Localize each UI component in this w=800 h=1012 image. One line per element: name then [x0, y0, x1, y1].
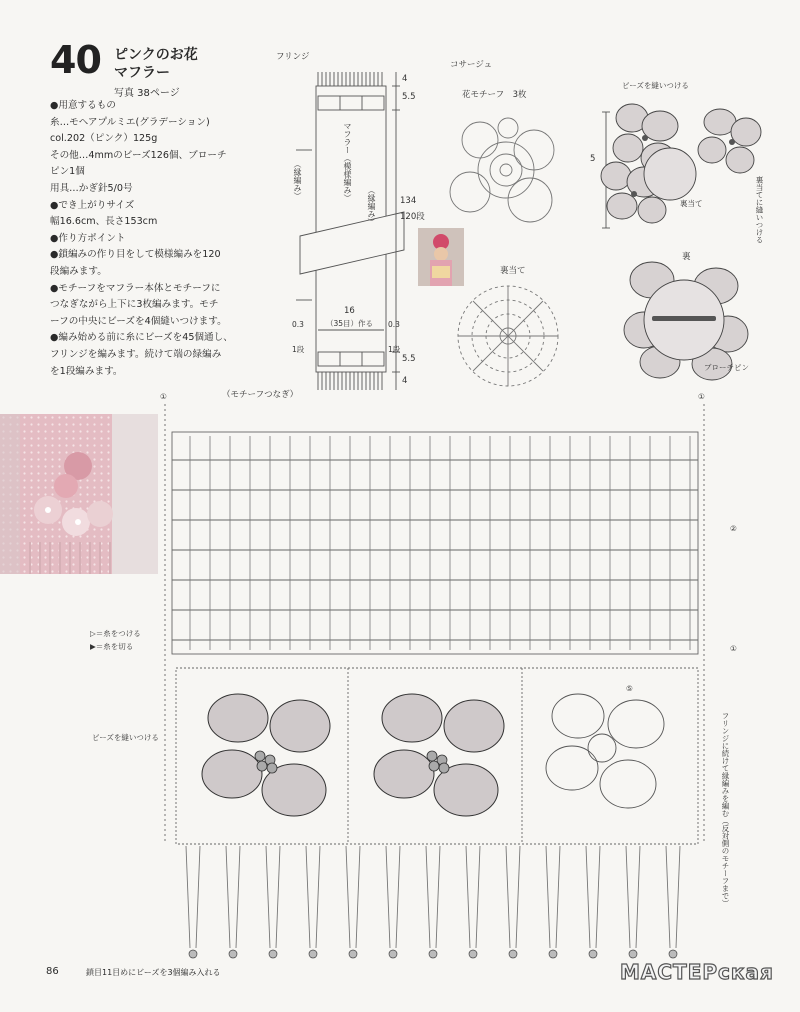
instruction-line: ピン1個	[50, 166, 85, 178]
dim-rows: 120段	[400, 212, 425, 222]
watermark-logo: МАСТЕРская	[620, 960, 774, 984]
row-marker-top-left: ①	[160, 392, 167, 401]
crochet-chart-frame	[172, 432, 698, 654]
label-fringe: フリンジ	[276, 52, 310, 62]
footer-note: 鎖目11目めにビーズを3個編み入れる	[86, 968, 221, 977]
pattern-number: 40	[50, 38, 101, 82]
instruction-line: フリンジを編みます。続けて端の緑編み	[50, 348, 222, 360]
label-edge-left: （縁編み）	[293, 160, 302, 200]
row-marker-5: ⑤	[626, 684, 633, 693]
corsage-flowers	[601, 104, 761, 380]
row-marker-2: ②	[730, 524, 737, 533]
label-brooch-pin: ブローチピン	[704, 363, 749, 372]
label-bead-sew: ビーズを縫いつける	[622, 81, 689, 90]
dim-edge-right: 0.3	[388, 320, 400, 329]
row-marker-top-right: ①	[698, 392, 705, 401]
instruction-line: ●鎖編みの作り目をして模様編みを120	[50, 249, 221, 261]
label-sew-to-back: 裏当てに縫いつける	[755, 176, 764, 244]
label-corsage: コサージュ	[450, 60, 493, 70]
fringe-chart	[186, 846, 680, 948]
dim-width: 16	[344, 306, 355, 316]
dim-chain: （35目）作る	[326, 319, 374, 328]
instruction-line: 幅16.6cm、長さ153cm	[50, 216, 158, 228]
motif-outline	[546, 694, 664, 808]
scarf-fringe-top	[318, 72, 382, 86]
back-piece-diagram	[458, 286, 558, 386]
dim-edge-right-rows: 1段	[388, 345, 401, 354]
instruction-line: ●用意するもの	[50, 100, 116, 111]
corsage-motif-diagram	[450, 118, 554, 222]
instruction-line: ●モチーフをマフラー本体とモチーフに	[50, 282, 221, 294]
dim-edge-left: 0.3	[292, 320, 304, 329]
label-flower-motif: 花モチーフ 3枚	[462, 90, 527, 100]
motif-flowers	[202, 694, 504, 816]
dim-corsage: 5	[590, 154, 596, 164]
label-back-piece: 裏当て	[680, 199, 703, 208]
instruction-line: 糸…モヘアプルミエ(グラデーション)	[50, 116, 210, 128]
legend-cut-yarn: ▶＝糸を切る	[90, 642, 134, 651]
dim-bottom: 5.5	[402, 354, 416, 364]
instruction-line: を1段編みます。	[50, 365, 123, 377]
dim-bottom-fringe: 4	[402, 376, 408, 386]
stitch-columns	[190, 436, 690, 650]
instruction-line: 用具…かぎ針5/0号	[50, 182, 133, 194]
label-fringe-note: フリンジに続けて縁編みを編む（反対側のモチーフまで）	[721, 712, 730, 907]
pattern-title-line1: ピンクのお花	[114, 47, 198, 63]
instruction-line: ーフの中央にビーズを4個縫いつけます。	[50, 315, 227, 327]
photo-page-ref: 写真 38ページ	[114, 88, 180, 99]
label-sew-beads: ビーズを縫いつける	[92, 733, 159, 742]
label-edge-right: （縁編み）	[367, 186, 376, 226]
instruction-line: col.202（ピンク）125g	[50, 133, 158, 145]
pattern-title-line2: マフラー	[114, 65, 170, 81]
label-motif-join: （モチーフつなぎ）	[222, 390, 299, 400]
instruction-line: ●作り方ポイント	[50, 232, 126, 244]
label-back-view: 裏	[682, 252, 691, 262]
dim-length: 134	[400, 196, 417, 206]
fringe-beads	[189, 950, 677, 958]
instruction-line: 段編みます。	[50, 265, 107, 277]
label-scarf-body: マフラー（模様編み）	[343, 122, 352, 202]
instruction-line: その他…4mmのビーズ126個、ブローチ	[50, 149, 227, 161]
label-back-piece-title: 裏当て	[500, 266, 526, 276]
instruction-line: ●でき上がりサイズ	[50, 199, 135, 211]
dim-top: 5.5	[402, 92, 416, 102]
instruction-line: つなぎながら上下に3枚編みます。モチ	[50, 299, 219, 311]
row-marker-1-right: ①	[730, 644, 737, 653]
legend-attach-yarn: ▷＝糸をつける	[90, 629, 141, 638]
instruction-line: ●編み始める前に糸にビーズを45個通し、	[50, 332, 233, 344]
scarf-fringe-bottom	[318, 372, 382, 390]
dim-top-fringe: 4	[402, 74, 408, 84]
dim-edge-left-rows: 1段	[292, 345, 305, 354]
page-number: 86	[46, 966, 59, 977]
